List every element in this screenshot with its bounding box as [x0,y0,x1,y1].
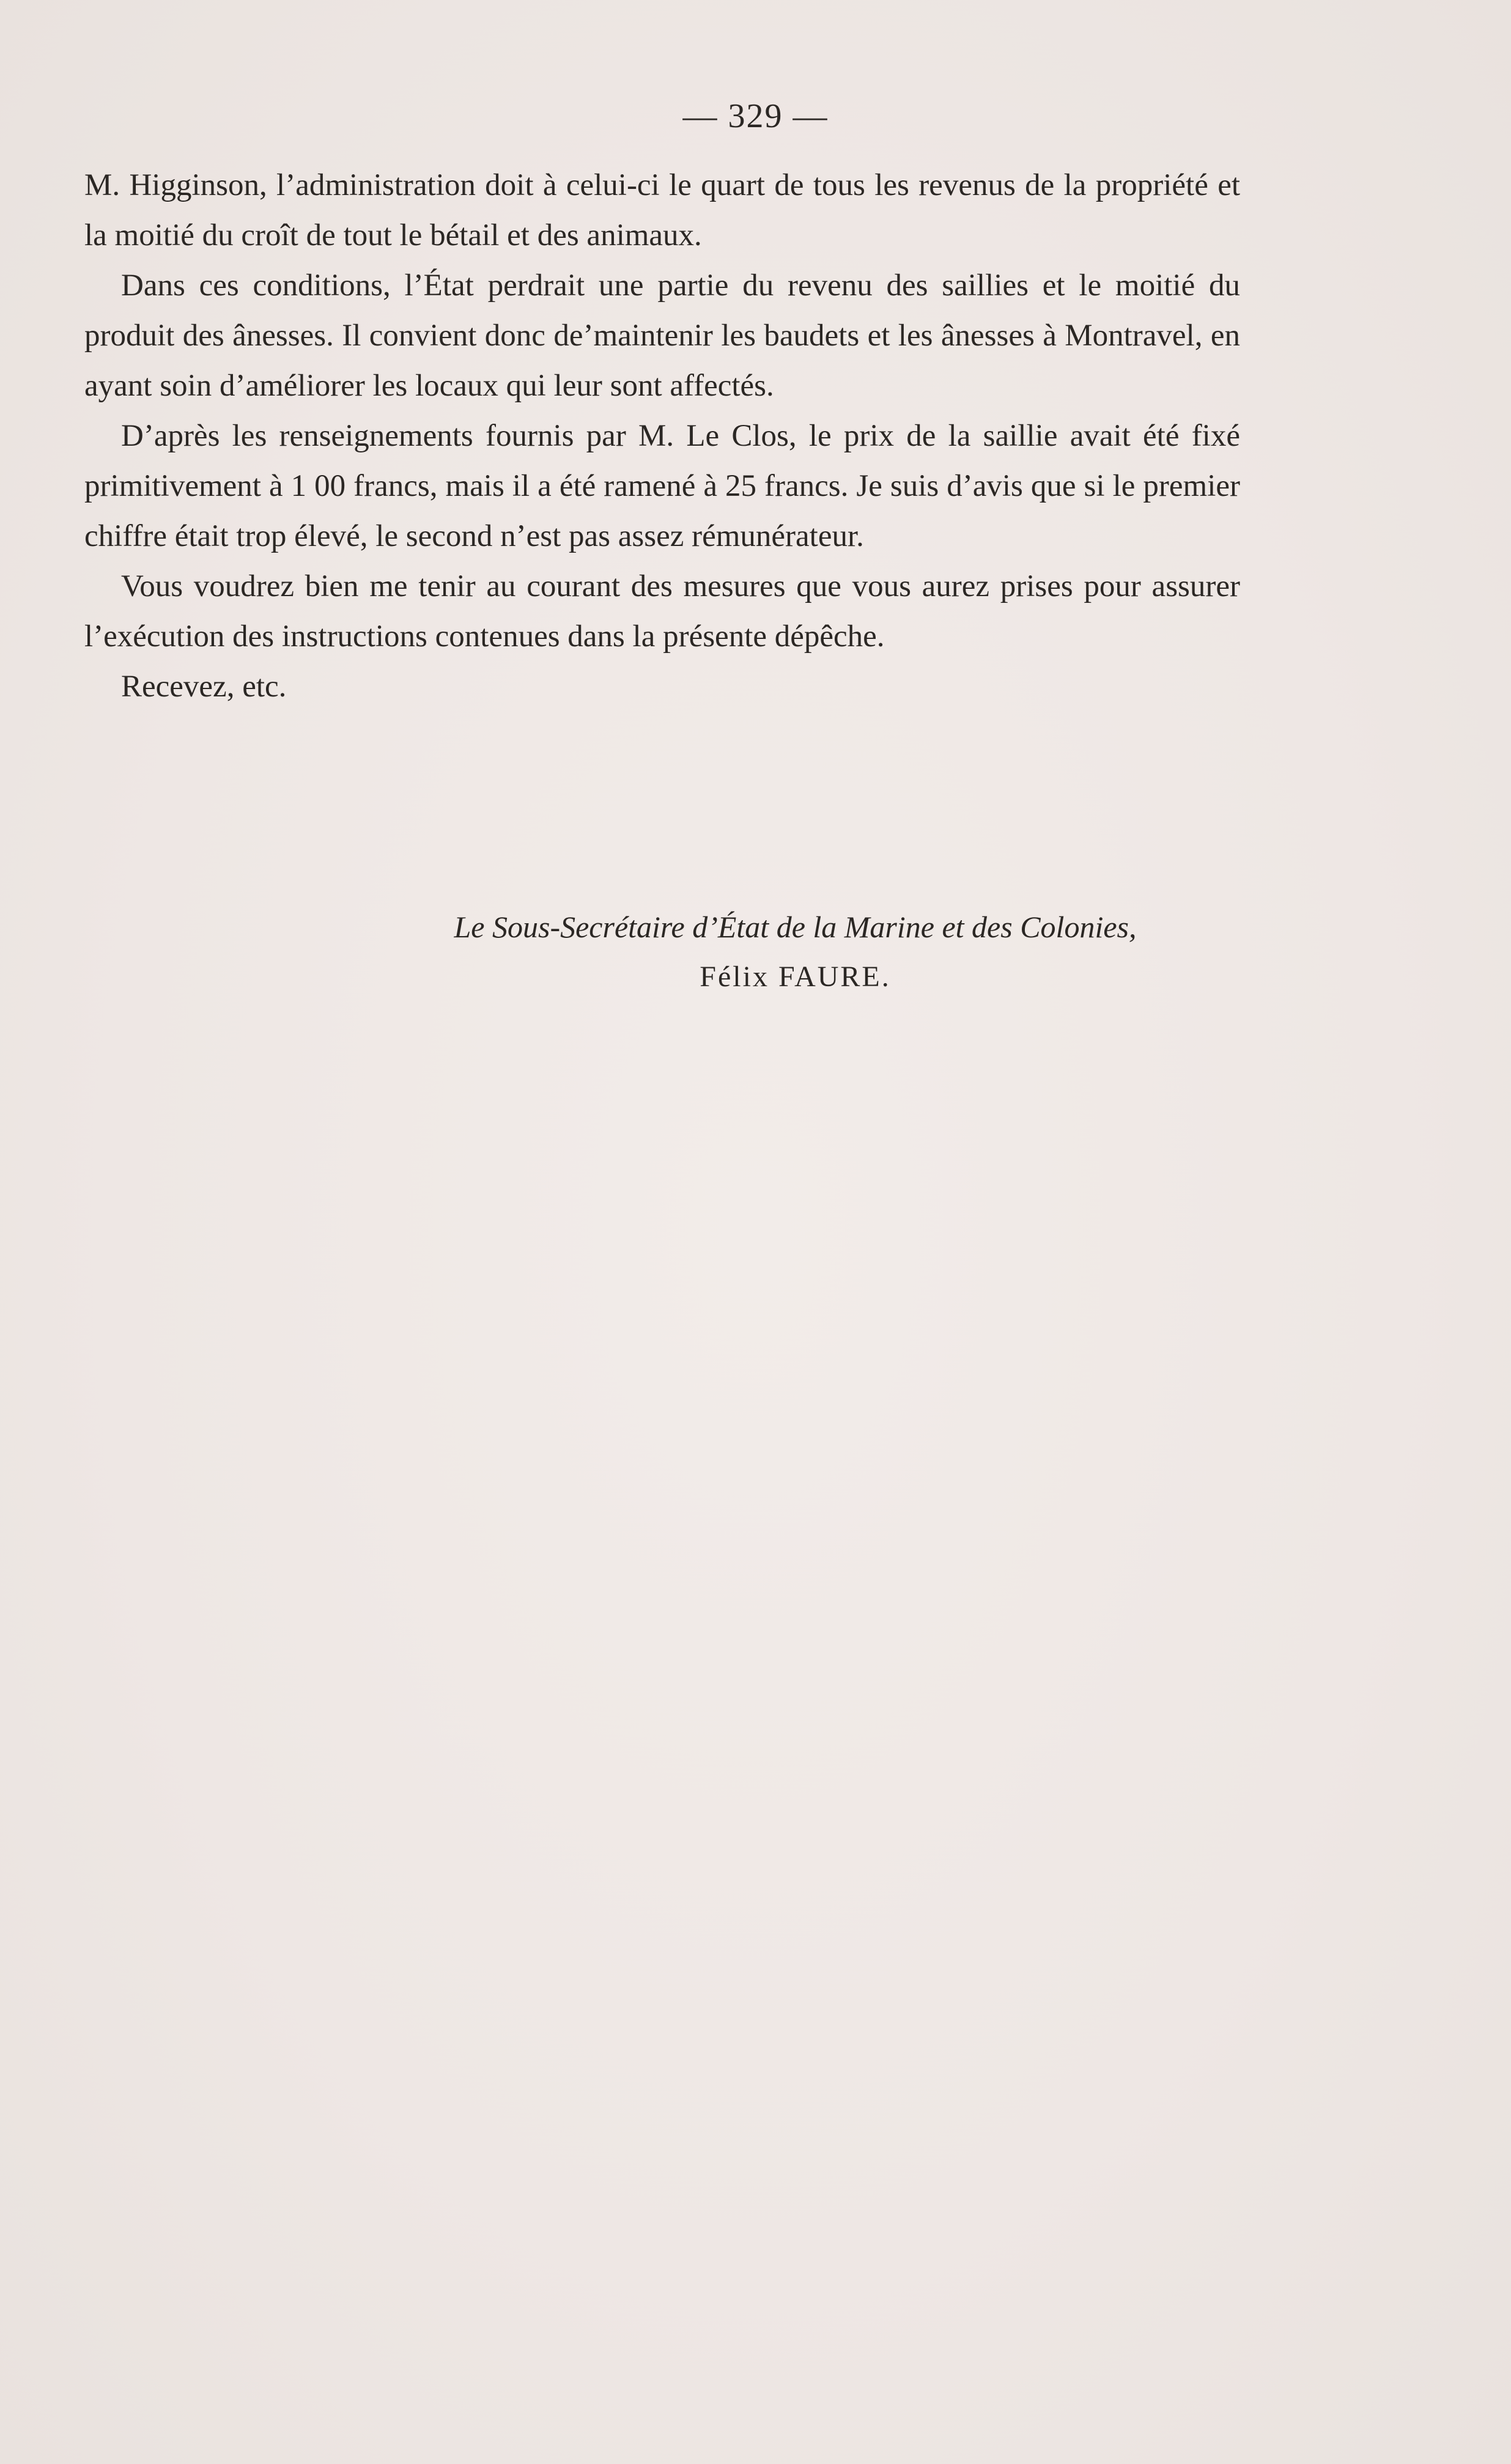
body-text [84,160,1240,712]
bleed-through-text [116,990,1400,1908]
signature-block [0,902,1511,1002]
paragraph-instructions: Vous voudrez bien me tenir au courant des mesures que vous aurez prises pour assurer l’exécution des instructions contenues dans la présente dépêche. [84,569,1240,654]
signature-name: Félix FAURE. [700,961,891,993]
paragraph-continuation: M. Higginson, l’administration doit à celui-ci le quart de tous les revenus de la propriété et la moitié du croît de tout le bétail et des animaux. [84,168,1240,253]
paragraph-saillie-price: D’après les renseignements fournis par M. Le Clos, le prix de la saillie avait été fixé primitivement à 1 00 francs, mais il a été ramené à 25 francs. Je suis d’avis que si le premier chiffre était trop élevé, le second n’est pas assez rémunérateur. [84,419,1240,553]
signature-title: Le Sous-Secrétaire d’État de la Marine et des Colonies, [454,910,1137,944]
paragraph-conditions: Dans ces conditions, l’État perdrait une partie du revenu des saillies et le moitié du produit des ânesses. Il convient donc de’maintenir les baudets et les ânesses à Montravel, en ayant soin d’améliorer les locaux qui leur sont affectés. [84,268,1240,403]
page-number: — 329 — [682,97,829,135]
closing-formula: Recevez, etc. [121,669,287,704]
